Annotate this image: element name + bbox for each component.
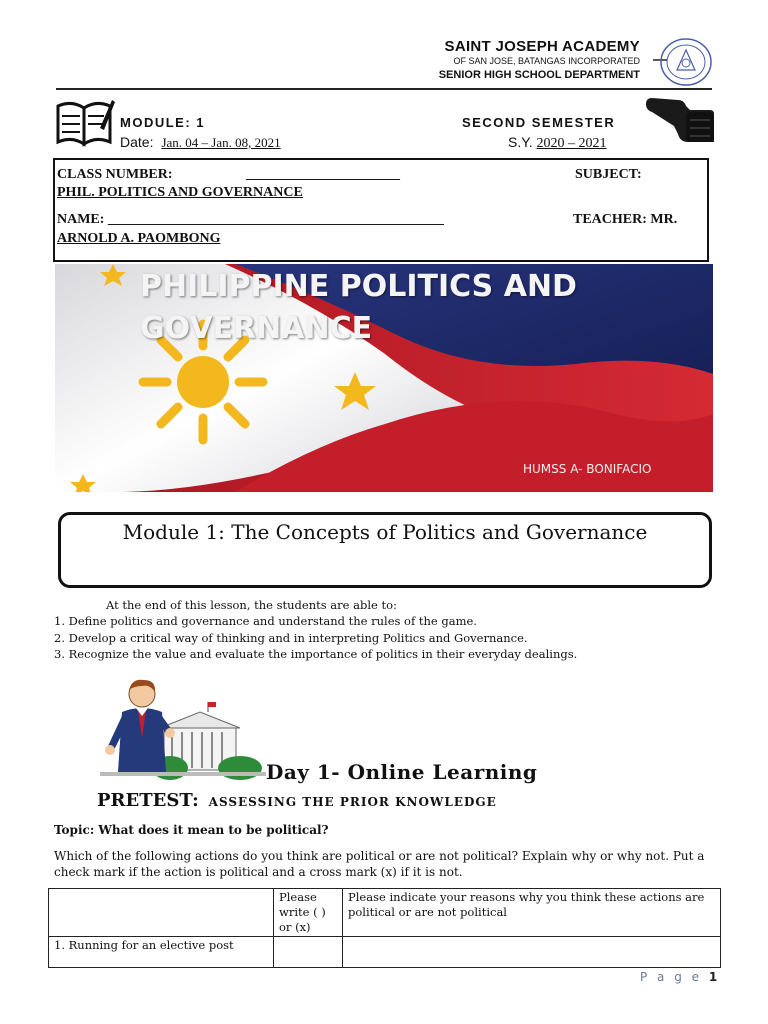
teacher-label: TEACHER: MR.: [573, 212, 678, 227]
banner-title: [140, 266, 577, 350]
banner-subtitle: HUMSS A- BONIFACIO: [523, 462, 652, 476]
subject-label: SUBJECT:: [575, 167, 642, 182]
table-header-cell: [49, 889, 274, 937]
pretest-label: PRETEST:: [97, 790, 199, 811]
school-location: OF SAN JOSE, BATANGAS INCORPORATED: [453, 56, 640, 66]
sy-label: S.Y.: [508, 134, 533, 150]
header-divider: [56, 88, 712, 90]
module-title: Module 1: The Concepts of Politics and Governance: [122, 520, 648, 544]
school-department: SENIOR HIGH SCHOOL DEPARTMENT: [438, 69, 640, 81]
pretest-table: [48, 888, 721, 968]
class-number-label: CLASS NUMBER:: [57, 167, 173, 182]
date-label: Date:: [120, 134, 154, 150]
objective-item: 1. Define politics and governance and understand the rules of the game.: [54, 614, 477, 628]
table-header-cell: Please write ( ) or (x): [274, 889, 343, 937]
school-year-row: [508, 134, 607, 152]
date-row: [120, 134, 281, 151]
banner-title-line2: GOVERNANCE: [140, 311, 373, 346]
objective-item: 2. Develop a critical way of thinking and in interpreting Politics and Governance.: [54, 631, 528, 645]
table-cell-reason[interactable]: [343, 937, 721, 968]
date-value: Jan. 04 – Jan. 08, 2021: [161, 135, 281, 150]
school-name: SAINT JOSEPH ACADEMY: [444, 38, 640, 55]
page-number: 1: [708, 970, 721, 984]
objective-item: 3. Recognize the value and evaluate the importance of politics in their everyday dealings.: [54, 647, 578, 661]
table-cell-mark[interactable]: [274, 937, 343, 968]
table-cell-action: 1. Running for an elective post: [49, 937, 274, 968]
pretest-heading: [97, 790, 497, 811]
table-header-cell: Please indicate your reasons why you think these actions are political or are not political: [343, 889, 721, 937]
banner-title-line1: PHILIPPINE POLITICS AND: [140, 269, 577, 304]
table-header-row: [49, 889, 721, 937]
objectives-intro: At the end of this lesson, the students are able to:: [106, 598, 397, 612]
pointing-hand-icon: [644, 96, 716, 144]
class-number-field[interactable]: ______________________: [246, 167, 400, 182]
page-footer: [640, 970, 720, 984]
name-field[interactable]: NAME: ________________________________________________: [57, 212, 444, 227]
topic-heading: Topic: What does it mean to be political?: [54, 823, 329, 837]
politician-whitehouse-icon: [100, 676, 266, 780]
pretest-subtitle: ASSESSING THE PRIOR KNOWLEDGE: [208, 795, 497, 809]
semester-label: SECOND SEMESTER: [462, 115, 616, 130]
teacher-name: ARNOLD A. PAOMBONG: [57, 231, 221, 246]
book-pen-icon: [54, 96, 116, 148]
module-label: MODULE: 1: [120, 115, 205, 130]
school-seal-icon: [653, 36, 713, 88]
day-title: Day 1- Online Learning: [266, 760, 538, 784]
instructions-text: Which of the following actions do you think are political or are not political? Explain why or why not. Put a check mark if the action is political and a cross mark (x) if it is not.: [54, 849, 705, 879]
subject-value: PHIL. POLITICS AND GOVERNANCE: [57, 185, 303, 200]
sy-value: 2020 – 2021: [536, 136, 607, 151]
page-label: P a g e: [640, 970, 703, 984]
table-row: [49, 937, 721, 968]
